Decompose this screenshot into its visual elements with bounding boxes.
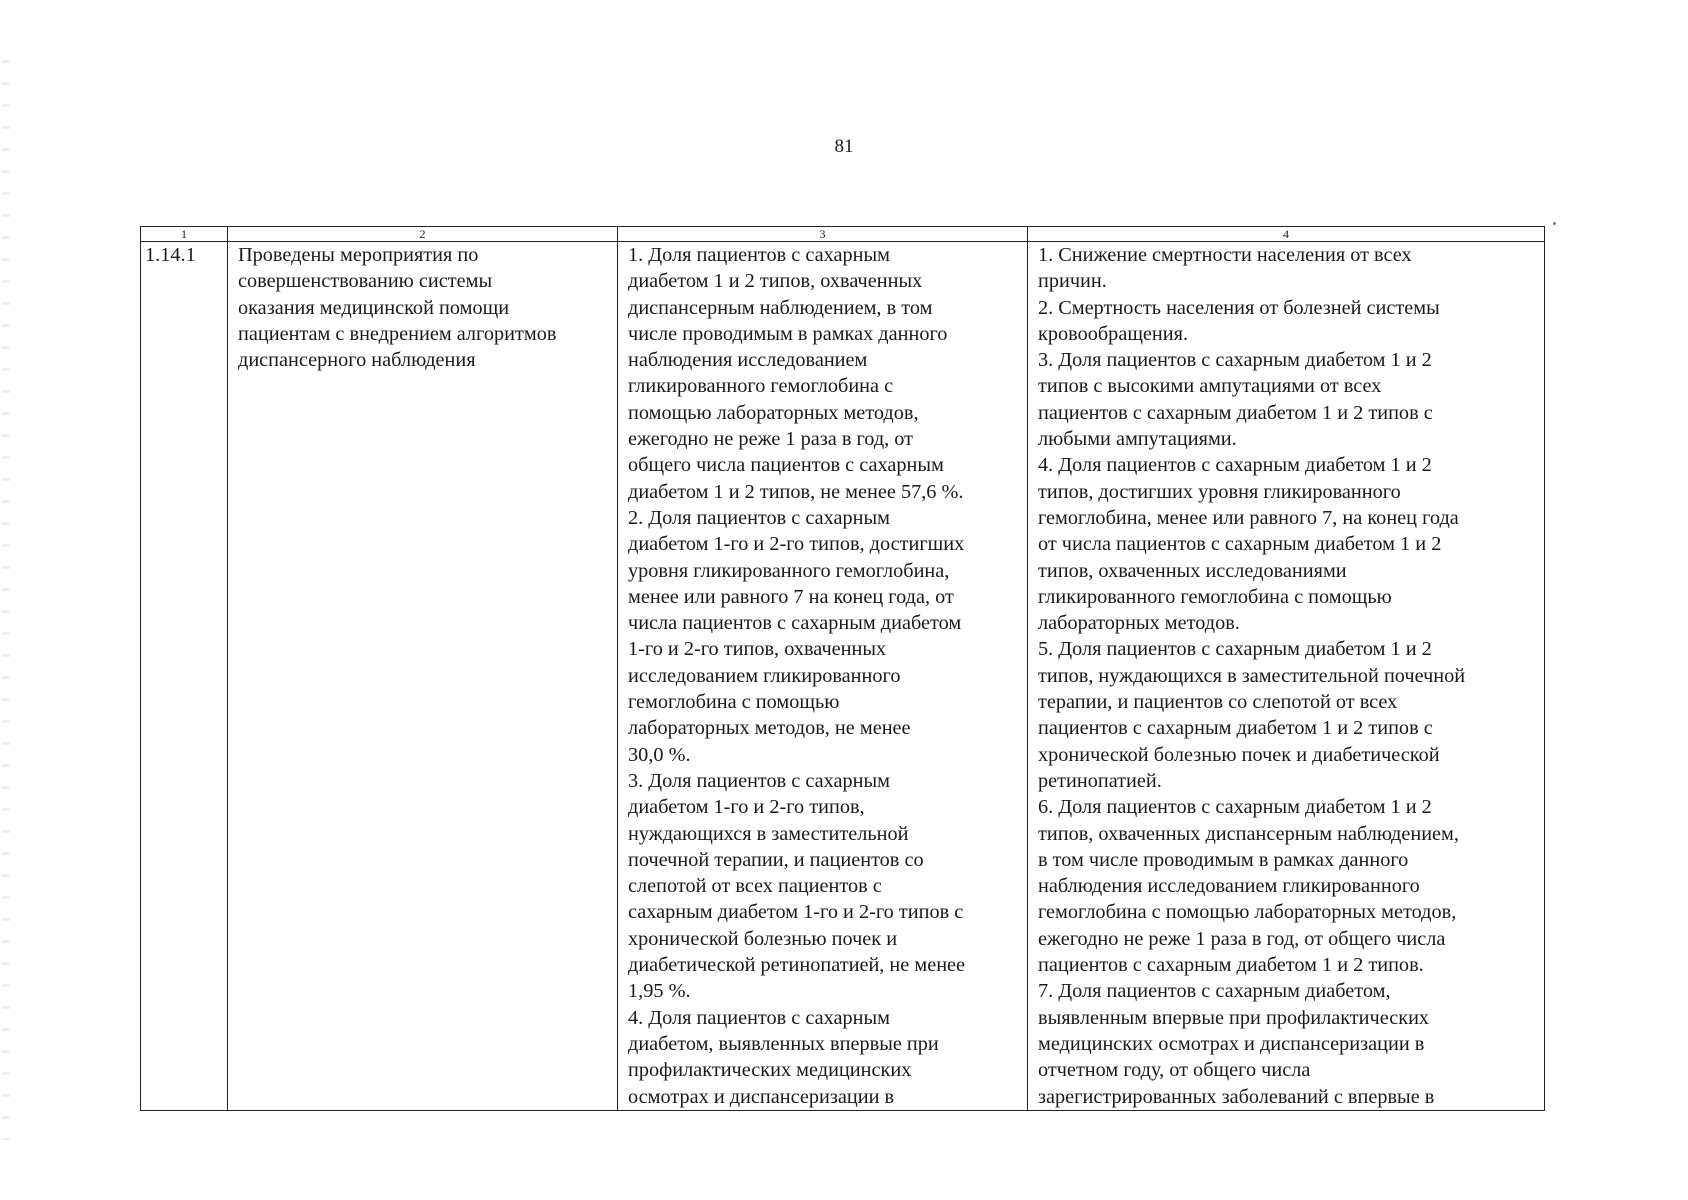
text-line: диспансерным наблюдением, в том [628, 296, 933, 319]
text-line: диабетом 1 и 2 типов, не менее 57,6 %. [628, 480, 964, 503]
text-line: хронической болезнью почек и диабетической [1038, 743, 1440, 766]
text-line: диабетом 1-го и 2-го типов, достигших [628, 533, 965, 556]
scan-edge-artifact [2, 60, 10, 1140]
table-row [141, 242, 1545, 1111]
text-line: Проведены мероприятия по [238, 244, 479, 266]
page-number: 81 [834, 136, 854, 157]
text-line: 2. Доля пациентов с сахарным [628, 506, 890, 529]
text-line: 1. Доля пациентов с сахарным [628, 244, 890, 266]
text-line: типов, достигших уровня гликированного [1038, 480, 1401, 503]
text-line: типов, нуждающихся в заместительной почечной [1038, 664, 1466, 687]
text-line: выявленным впервые при профилактических [1038, 1006, 1430, 1029]
activity-cell [228, 242, 618, 1111]
column-number-4: 4 [1028, 227, 1545, 242]
text-line: общего числа пациентов с сахарным [628, 454, 944, 477]
text-line: пациентов с сахарным диабетом 1 и 2 типов. [1038, 954, 1424, 977]
text-line: наблюдения исследованием [628, 349, 868, 372]
text-line: 4. Доля пациентов с сахарным диабетом 1 и 2 [1038, 454, 1432, 477]
text-line: ежегодно не реже 1 раза в год, от [628, 428, 914, 451]
text-line: ежегодно не реже 1 раза в год, от общего числа [1038, 927, 1446, 950]
text-line: 2. Смертность населения от болезней системы [1038, 296, 1440, 319]
text-line: сахарным диабетом 1-го и 2-го типов с [628, 901, 964, 924]
text-line: уровня гликированного гемоглобина, [628, 559, 950, 582]
text-line: числе проводимым в рамках данного [628, 322, 948, 345]
text-line: 1,95 %. [628, 980, 691, 1003]
text-line: диспансерного наблюдения [238, 349, 476, 372]
text-line: отчетном году, от общего числа [1038, 1059, 1311, 1082]
text-line: 4. Доля пациентов с сахарным [628, 1006, 890, 1029]
text-line: кровообращения. [1038, 322, 1189, 345]
text-line: гемоглобина с помощью лабораторных методов, [1038, 901, 1457, 924]
text-line: 1-го и 2-го типов, охваченных [628, 638, 887, 661]
text-line: пациентам с внедрением алгоритмов [238, 322, 557, 345]
text-line: профилактических медицинских [628, 1059, 912, 1082]
text-line: типов, охваченных исследованиями [1038, 559, 1347, 582]
text-line: 30,0 %. [628, 743, 691, 766]
text-line: гликированного гемоглобина с помощью [1038, 585, 1392, 608]
column-number-1: 1 [141, 227, 228, 242]
text-line: пациентов с сахарным диабетом 1 и 2 типов с [1038, 401, 1433, 424]
text-line: оказания медицинской помощи [238, 296, 510, 319]
text-line: совершенствованию системы [238, 270, 493, 293]
text-line: 3. Доля пациентов с сахарным [628, 769, 890, 792]
text-line: хронической болезнью почек и [628, 927, 898, 950]
indicators-cell [618, 242, 1028, 1111]
text-line: числа пациентов с сахарным диабетом [628, 612, 962, 635]
text-line: лабораторных методов, не менее [628, 717, 911, 740]
document-table [140, 226, 1545, 1111]
text-line: почечной терапии, и пациентов со [628, 848, 924, 871]
text-line: от числа пациентов с сахарным диабетом 1 и 2 [1038, 533, 1442, 556]
text-line: 6. Доля пациентов с сахарным диабетом 1 и 2 [1038, 796, 1432, 819]
text-line: менее или равного 7 на конец года, от [628, 585, 954, 608]
text-line: типов с высокими ампутациями от всех [1038, 375, 1382, 398]
text-line: зарегистрированных заболеваний с впервые в [1038, 1085, 1435, 1108]
text-line: диабетической ретинопатией, не менее [628, 954, 966, 977]
text-line: 3. Доля пациентов с сахарным диабетом 1 и 2 [1038, 349, 1432, 372]
column-number-3: 3 [618, 227, 1028, 242]
text-line: медицинских осмотрах и диспансеризации в [1038, 1032, 1425, 1055]
text-line: исследованием гликированного [628, 664, 901, 687]
column-number-row [141, 227, 1545, 242]
text-line: слепотой от всех пациентов с [628, 875, 882, 898]
text-line: гемоглобина с помощью [628, 691, 840, 714]
text-line: лабораторных методов. [1038, 612, 1240, 635]
text-line: 1. Снижение смертности населения от всех [1038, 244, 1412, 266]
text-line: ретинопатией. [1038, 769, 1162, 792]
text-line: гликированного гемоглобина с [628, 375, 894, 398]
text-line: типов, охваченных диспансерным наблюдением, [1038, 822, 1459, 845]
text-line: пациентов с сахарным диабетом 1 и 2 типов с [1038, 717, 1433, 740]
text-line: нуждающихся в заместительной [628, 822, 909, 845]
column-number-2: 2 [228, 227, 618, 242]
text-line: диабетом, выявленных впервые при [628, 1032, 939, 1055]
text-line: 1.14.1 [145, 244, 196, 266]
text-line: в том числе проводимым в рамках данного [1038, 848, 1409, 871]
text-line: осмотрах и диспансеризации в [628, 1085, 895, 1108]
text-line: помощью лабораторных методов, [628, 401, 919, 424]
text-line: диабетом 1-го и 2-го типов, [628, 796, 865, 819]
text-line: причин. [1038, 270, 1107, 293]
text-line: наблюдения исследованием гликированного [1038, 875, 1420, 898]
text-line: диабетом 1 и 2 типов, охваченных [628, 270, 923, 293]
item-number-cell [141, 242, 228, 1111]
text-line: 7. Доля пациентов с сахарным диабетом, [1038, 980, 1391, 1003]
text-line: терапии, и пациентов со слепотой от всех [1038, 691, 1398, 714]
text-line: любыми ампутациями. [1038, 428, 1237, 451]
results-cell [1028, 242, 1545, 1111]
text-line: гемоглобина, менее или равного 7, на конец года [1038, 506, 1459, 529]
text-line: 5. Доля пациентов с сахарным диабетом 1 и 2 [1038, 638, 1432, 661]
scan-dot-artifact [1553, 222, 1556, 225]
